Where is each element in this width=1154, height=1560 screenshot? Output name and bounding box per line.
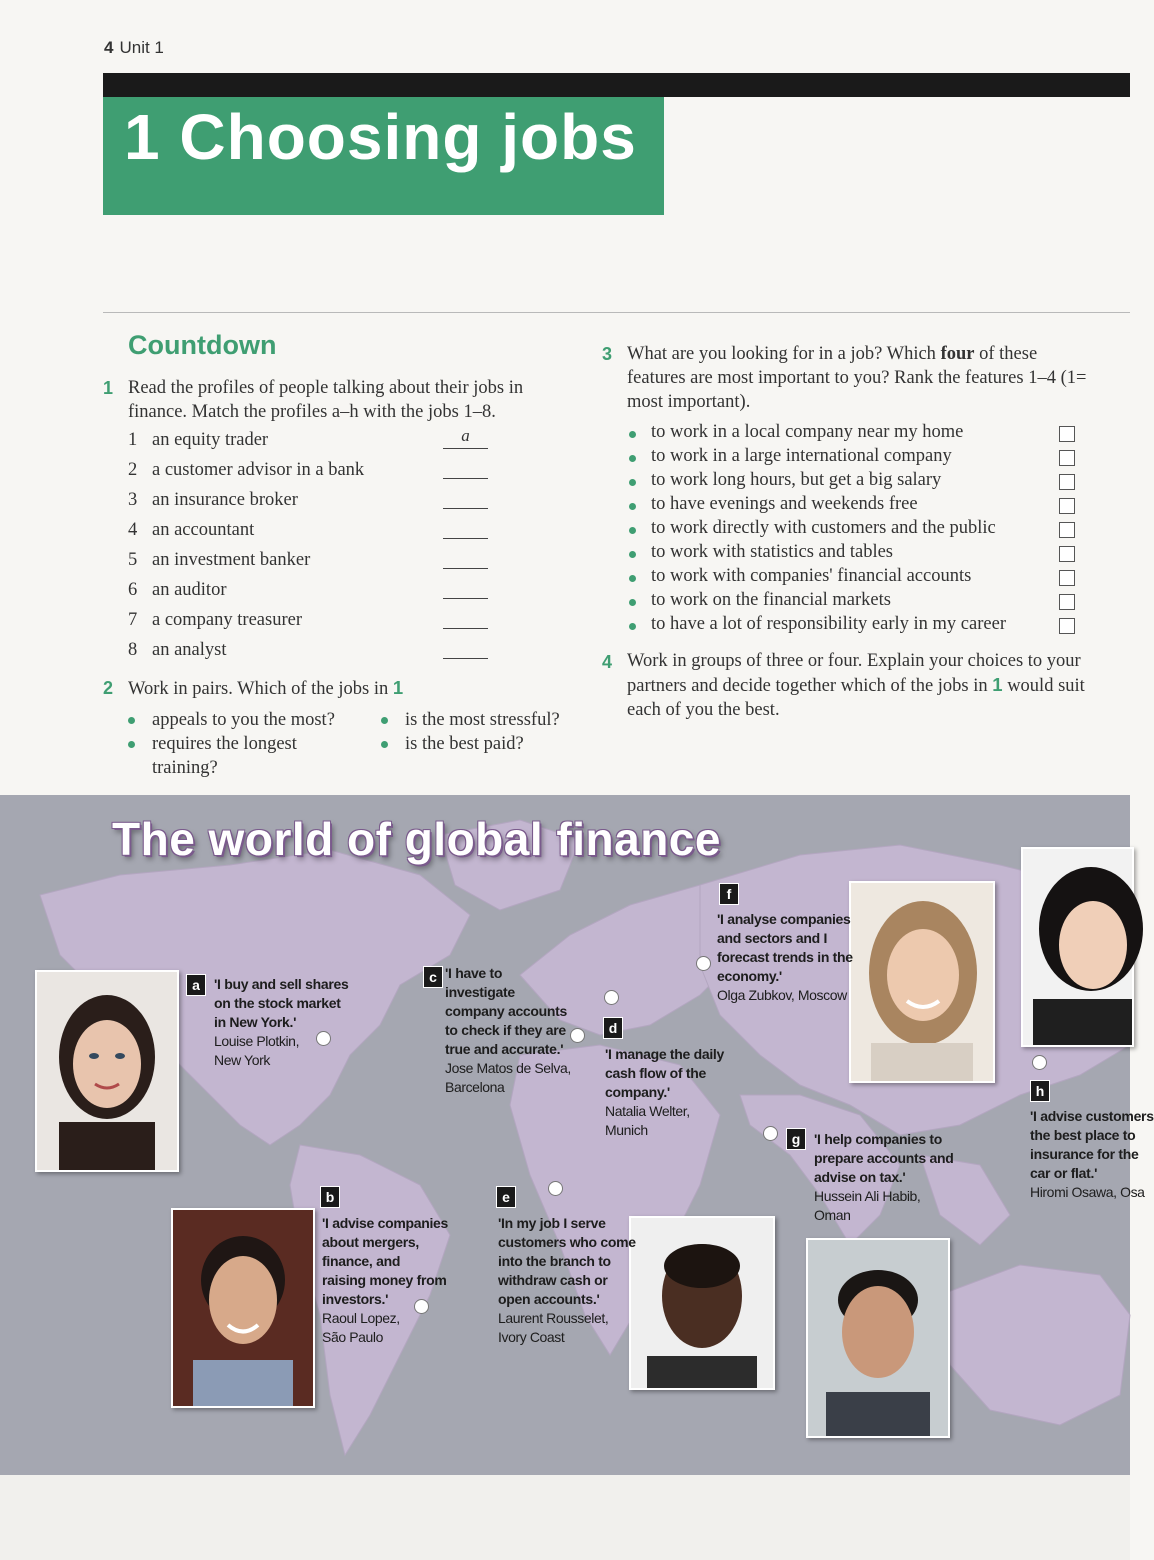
person-location: Oman (814, 1207, 851, 1223)
answer-value: a (461, 426, 470, 445)
quote-line: company.' (605, 1084, 670, 1100)
bullet-dot (629, 527, 636, 534)
job-text: a company treasurer (152, 610, 302, 630)
feature-row (627, 494, 1077, 518)
quote-line: 'I have to (445, 965, 503, 981)
person-location: Munich (605, 1122, 648, 1138)
job-text: an auditor (152, 580, 227, 600)
page-title: 1 Choosing jobs (124, 101, 637, 173)
quote-line: withdraw cash or (498, 1272, 608, 1288)
quote-line: finance, and (322, 1253, 401, 1269)
answer-blank[interactable] (443, 628, 488, 629)
bullet-dot (128, 741, 135, 748)
person-location: São Paulo (322, 1329, 384, 1345)
job-text: an investment banker (152, 550, 311, 570)
job-text: an analyst (152, 640, 227, 660)
profile-quote-h (1030, 1107, 1154, 1202)
person-name: Jose Matos de Selva, (445, 1060, 571, 1076)
map-pin-icon[interactable] (570, 1028, 585, 1043)
job-text: an accountant (152, 520, 255, 540)
quote-line: and sectors and I (717, 930, 828, 946)
profile-photo-h (1021, 847, 1134, 1047)
quote-line: 'I advise companies (322, 1215, 449, 1231)
job-row (128, 580, 488, 604)
exercise-3-number: 3 (602, 344, 613, 364)
feature-text: to work directly with customers and the public (651, 518, 996, 538)
quote-line: customers who come (498, 1234, 636, 1250)
exercise-ref: 1 (392, 677, 404, 698)
job-number: 8 (128, 640, 138, 660)
person-name: Hiromi Osawa, Osa (1030, 1184, 1145, 1200)
person-name: Laurent Rousselet, (498, 1310, 609, 1326)
feature-text: to work long hours, but get a big salary (651, 470, 942, 490)
quote-line: raising money from (322, 1272, 447, 1288)
job-text: an insurance broker (152, 490, 298, 510)
quote-line: about mergers, (322, 1234, 419, 1250)
job-row (128, 640, 488, 664)
section-divider (103, 312, 1130, 313)
map-pin-icon[interactable] (414, 1299, 429, 1314)
section-heading: Countdown (128, 330, 277, 360)
person-name: Raoul Lopez, (322, 1310, 400, 1326)
feature-text: to work with statistics and tables (651, 542, 894, 562)
quote-line: to check if they are (445, 1022, 566, 1038)
profile-label-e: e (496, 1186, 516, 1208)
portrait-icon (808, 1240, 948, 1436)
portrait-icon (1023, 849, 1132, 1045)
bullet-text: is the most stressful? (405, 710, 560, 730)
exercise-3-bold: four (940, 344, 975, 364)
bullet-dot (629, 599, 636, 606)
exercise-2-instructions (128, 676, 403, 701)
quote-line: car or flat.' (1030, 1165, 1098, 1181)
job-number: 1 (128, 430, 138, 450)
rank-checkbox[interactable] (1059, 594, 1075, 610)
exercise-4-number: 4 (602, 652, 613, 672)
bullet-dot (629, 551, 636, 558)
bullet-dot (629, 503, 636, 510)
quote-line: the best place to (1030, 1127, 1136, 1143)
portrait-icon (173, 1210, 313, 1406)
profile-quote-f (717, 910, 853, 1005)
portrait-icon (851, 883, 993, 1081)
quote-line: prepare accounts and (814, 1150, 954, 1166)
quote-line: cash flow of the (605, 1065, 706, 1081)
exercise-1-number: 1 (103, 378, 114, 398)
profile-photo-e (629, 1216, 775, 1390)
profile-photo-a (35, 970, 179, 1172)
quote-line: company accounts (445, 1003, 568, 1019)
bullet-dot (629, 479, 636, 486)
page-number-value: 4 (104, 38, 114, 57)
feature-row (627, 566, 1077, 590)
quote-line: 'In my job I serve (498, 1215, 606, 1231)
bullet-dot (629, 575, 636, 582)
profile-label-g: g (786, 1128, 806, 1150)
map-pin-icon[interactable] (604, 990, 619, 1005)
feature-row (627, 590, 1077, 614)
bullet-text: training? (152, 758, 218, 778)
job-number: 6 (128, 580, 138, 600)
profile-label-a: a (186, 974, 206, 996)
exercise-3-text-b: of these features are most important to you? Rank the features 1–4 (1= most important). (627, 344, 1087, 412)
quote-line: economy.' (717, 968, 782, 984)
quote-line: 'I analyse companies (717, 911, 851, 927)
answer-blank[interactable] (443, 508, 488, 509)
job-row (128, 426, 488, 454)
rank-checkbox[interactable] (1059, 426, 1075, 442)
answer-blank[interactable] (443, 448, 488, 449)
job-row (128, 520, 488, 544)
person-name: Natalia Welter, (605, 1103, 690, 1119)
quote-line: 'I buy and sell shares (214, 976, 349, 992)
feature-row (627, 470, 1077, 494)
person-name: Olga Zubkov, Moscow (717, 987, 847, 1003)
profile-photo-b (171, 1208, 315, 1408)
feature-row (627, 518, 1077, 542)
person-location: Barcelona (445, 1079, 505, 1095)
job-number: 3 (128, 490, 138, 510)
quote-line: in New York.' (214, 1014, 297, 1030)
profile-label-d: d (603, 1017, 623, 1039)
quote-line: 'I help companies to (814, 1131, 943, 1147)
page-number (104, 38, 164, 58)
portrait-icon (631, 1218, 773, 1388)
portrait-icon (37, 972, 177, 1170)
profile-label-f: f (719, 883, 739, 905)
answer-blank[interactable] (443, 478, 488, 479)
feature-row (627, 614, 1077, 638)
quote-line: true and accurate.' (445, 1041, 564, 1057)
exercise-1-instructions: Read the profiles of people talking about their jobs in finance. Match the profiles a–h with the jobs 1–8. (128, 378, 524, 422)
map-pin-icon[interactable] (696, 956, 711, 971)
bullet-text: is the best paid? (405, 734, 524, 754)
feature-text: to work in a large international company (651, 446, 952, 466)
job-text: an equity trader (152, 430, 269, 450)
answer-blank[interactable] (443, 658, 488, 659)
bullet-dot (381, 741, 388, 748)
profile-quote-e (498, 1214, 636, 1347)
bullet-dot (629, 623, 636, 630)
person-location: New York (214, 1052, 270, 1068)
map-title: The world of global finance (112, 813, 721, 865)
job-text: a customer advisor in a bank (152, 460, 365, 480)
job-row (128, 460, 488, 484)
person-name: Louise Plotkin, (214, 1033, 300, 1049)
answer-blank[interactable] (443, 538, 488, 539)
job-number: 4 (128, 520, 138, 540)
feature-text: to have evenings and weekends free (651, 494, 918, 514)
exercise-2-number: 2 (103, 678, 114, 698)
job-number: 7 (128, 610, 138, 630)
exercise-ref: 1 (992, 674, 1003, 695)
rank-checkbox[interactable] (1059, 618, 1075, 634)
quote-line: investigate (445, 984, 515, 1000)
profile-photo-g (806, 1238, 950, 1438)
rank-checkbox[interactable] (1059, 570, 1075, 586)
profile-label-b: b (320, 1186, 340, 1208)
exercise-2-text: Work in pairs. Which of the jobs in (128, 679, 389, 699)
rank-checkbox[interactable] (1059, 498, 1075, 514)
profile-quote-a (214, 975, 348, 1070)
quote-line: investors.' (322, 1291, 389, 1307)
profile-photo-f (849, 881, 995, 1083)
exercise-4-text-b: would suit each of you the best. (627, 676, 1085, 720)
job-row (128, 490, 488, 514)
quote-line: advise on tax.' (814, 1169, 906, 1185)
exercise-3-text-a: What are you looking for in a job? Which (627, 344, 941, 364)
unit-label: Unit 1 (119, 38, 164, 57)
bullet-dot (381, 717, 388, 724)
profile-quote-c (445, 964, 571, 1097)
answer-blank[interactable] (443, 568, 488, 569)
rank-checkbox[interactable] (1059, 474, 1075, 490)
bullet-text: requires the longest (152, 734, 297, 754)
feature-row (627, 422, 1077, 446)
map-pin-icon[interactable] (763, 1126, 778, 1141)
bullet-dot (128, 717, 135, 724)
person-location: Ivory Coast (498, 1329, 565, 1345)
feature-text: to work with companies' financial accounts (651, 566, 972, 586)
feature-text: to have a lot of responsibility early in my career (651, 614, 1006, 634)
quote-line: on the stock market (214, 995, 341, 1011)
quote-line: insurance for the (1030, 1146, 1139, 1162)
job-number: 2 (128, 460, 138, 480)
page-footer-area (0, 1475, 1130, 1560)
map-pin-icon[interactable] (1032, 1055, 1047, 1070)
bullet-dot (629, 431, 636, 438)
quote-line: forecast trends in the (717, 949, 853, 965)
rank-checkbox[interactable] (1059, 522, 1075, 538)
quote-line: into the branch to (498, 1253, 611, 1269)
job-number: 5 (128, 550, 138, 570)
feature-text: to work on the financial markets (651, 590, 891, 610)
exercise-4-instructions (627, 649, 1087, 722)
bullet-dot (629, 455, 636, 462)
map-pin-icon[interactable] (548, 1181, 563, 1196)
quote-line: open accounts.' (498, 1291, 600, 1307)
feature-row (627, 446, 1077, 470)
bullet-text: appeals to you the most? (152, 710, 335, 730)
job-row (128, 610, 488, 634)
feature-row (627, 542, 1077, 566)
exercise-4-text-a: Work in groups of three or four. Explain your choices to your partners and decide together which of the jobs in (627, 651, 1081, 696)
profile-label-c: c (423, 966, 443, 988)
person-name: Hussein Ali Habib, (814, 1188, 921, 1204)
answer-blank[interactable] (443, 598, 488, 599)
quote-line: 'I manage the daily (605, 1046, 725, 1062)
feature-text: to work in a local company near my home (651, 422, 964, 442)
rank-checkbox[interactable] (1059, 546, 1075, 562)
profile-quote-b (322, 1214, 448, 1347)
quote-line: 'I advise customers (1030, 1108, 1154, 1124)
top-bar (103, 73, 1130, 97)
profile-quote-g (814, 1130, 954, 1225)
exercise-3-instructions (627, 342, 1087, 414)
rank-checkbox[interactable] (1059, 450, 1075, 466)
profile-label-h: h (1030, 1080, 1050, 1102)
map-pin-icon[interactable] (316, 1031, 331, 1046)
profile-quote-d (605, 1045, 724, 1140)
job-row (128, 550, 488, 574)
